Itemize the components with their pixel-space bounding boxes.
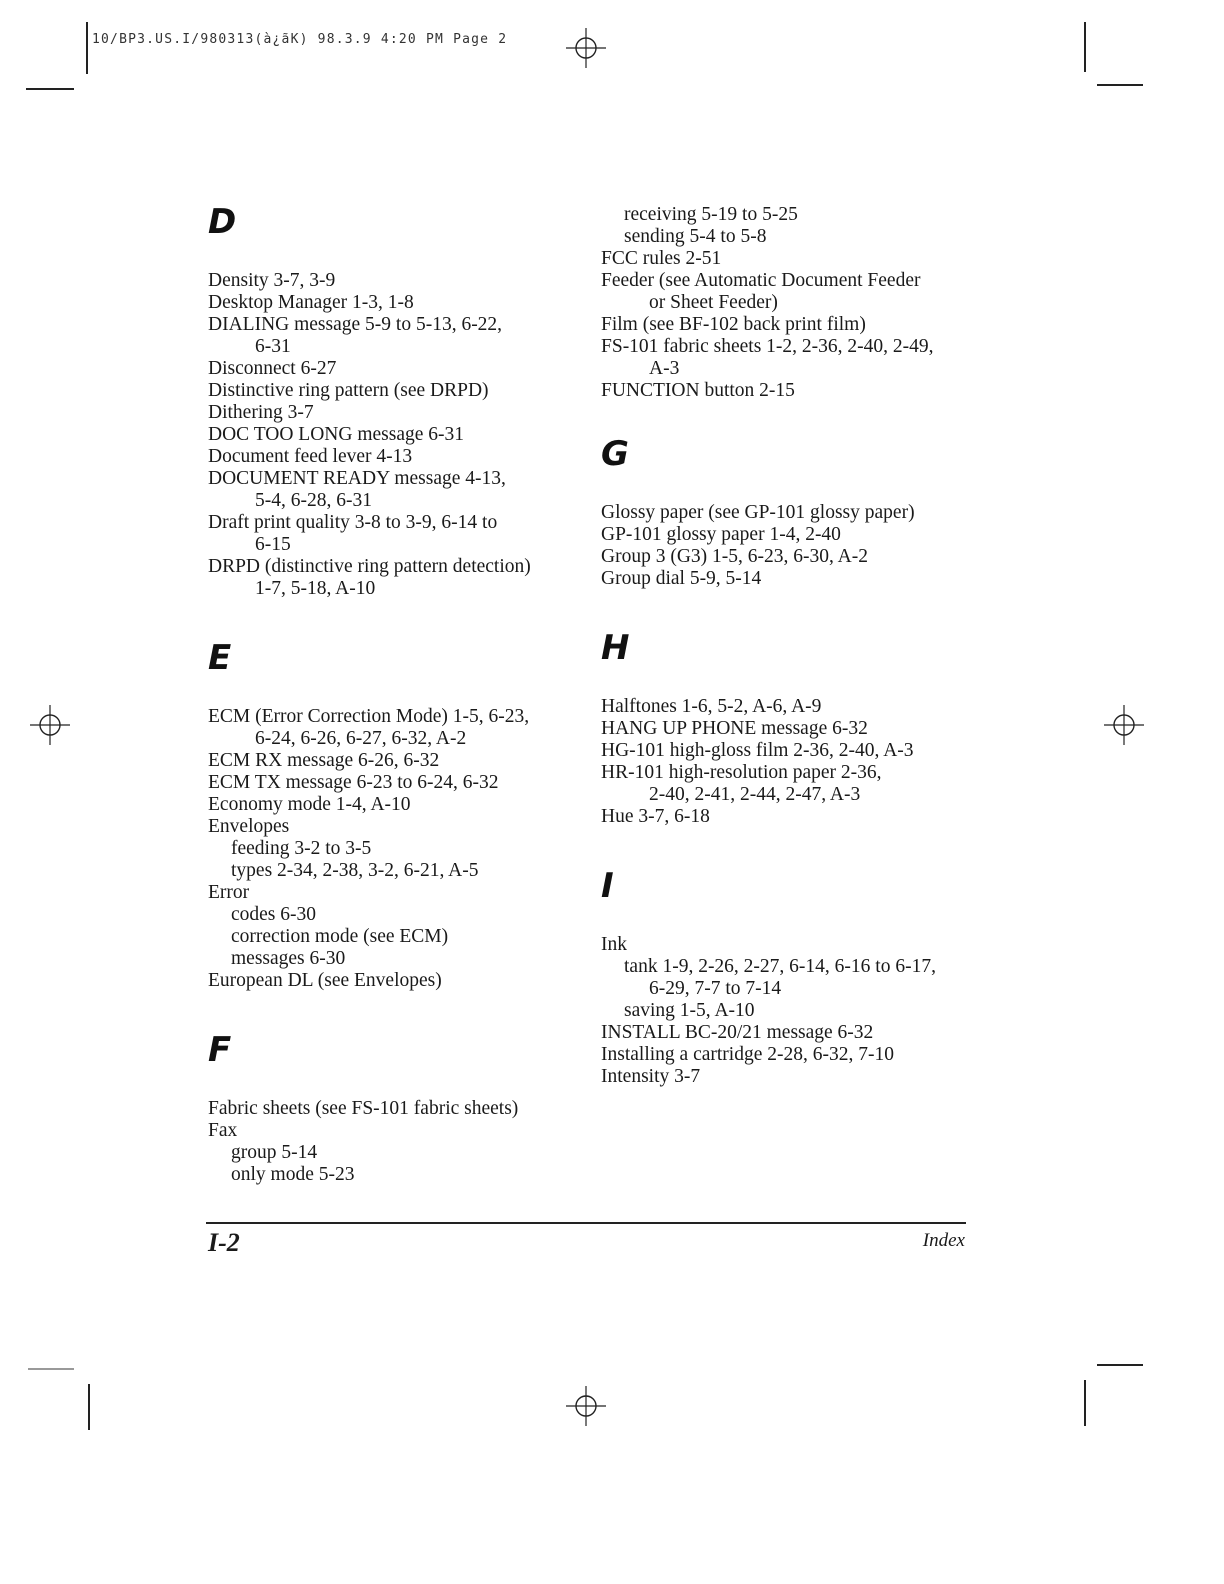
index-entry: Intensity 3-7 bbox=[601, 1066, 701, 1087]
index-entry: Hue 3-7, 6-18 bbox=[601, 806, 710, 827]
index-entry: Disconnect 6-27 bbox=[208, 358, 337, 379]
index-subentry: group 5-14 bbox=[231, 1142, 318, 1163]
index-entry: FCC rules 2-51 bbox=[601, 248, 722, 269]
index-entry: Error bbox=[208, 882, 250, 903]
index-entry: DOC TOO LONG message 6-31 bbox=[208, 424, 465, 445]
index-column-right bbox=[601, 204, 981, 1088]
index-entry: ECM TX message 6-23 to 6-24, 6-32 bbox=[208, 772, 499, 793]
section-title: Index bbox=[922, 1230, 965, 1251]
crop-mark bbox=[88, 1384, 90, 1430]
index-entry-continued: 6-24, 6-26, 6-27, 6-32, A-2 bbox=[255, 728, 467, 749]
index-entry: Installing a cartridge 2-28, 6-32, 7-10 bbox=[601, 1044, 894, 1065]
index-entry: HR-101 high-resolution paper 2-36, bbox=[601, 762, 882, 783]
index-entry: Ink bbox=[601, 934, 627, 955]
registration-mark-icon bbox=[30, 705, 70, 745]
index-subentry: sending 5-4 to 5-8 bbox=[624, 226, 767, 247]
index-column-left bbox=[208, 200, 578, 1186]
index-entry: Fabric sheets (see FS-101 fabric sheets) bbox=[208, 1098, 519, 1119]
index-entry: Envelopes bbox=[208, 816, 290, 837]
footer-rule bbox=[206, 1222, 966, 1224]
index-entry: Desktop Manager 1-3, 1-8 bbox=[208, 292, 414, 313]
header-slug: 10/BP3.US.I/980313(à¿ãK) 98.3.9 4:20 PM Page 2 bbox=[92, 32, 508, 47]
index-entry-continued: 6-29, 7-7 to 7-14 bbox=[649, 978, 782, 999]
index-entry-continued: 5-4, 6-28, 6-31 bbox=[255, 490, 372, 511]
section-heading-d: D bbox=[208, 202, 237, 242]
section-heading-h: H bbox=[601, 628, 630, 668]
index-entry: Economy mode 1-4, A-10 bbox=[208, 794, 411, 815]
index-entry: INSTALL BC-20/21 message 6-32 bbox=[601, 1022, 874, 1043]
section-heading-g: G bbox=[601, 434, 629, 474]
section-heading-f: F bbox=[208, 1030, 232, 1070]
registration-mark-icon bbox=[1104, 705, 1144, 745]
crop-mark bbox=[1097, 84, 1143, 86]
index-subentry: codes 6-30 bbox=[231, 904, 317, 925]
crop-mark bbox=[26, 88, 74, 90]
index-entry: FS-101 fabric sheets 1-2, 2-36, 2-40, 2-49, bbox=[601, 336, 934, 357]
page-number: I-2 bbox=[208, 1228, 240, 1257]
index-entry: Dithering 3-7 bbox=[208, 402, 314, 423]
index-entry: Density 3-7, 3-9 bbox=[208, 270, 336, 291]
index-entry: DIALING message 5-9 to 5-13, 6-22, bbox=[208, 314, 503, 335]
index-entry: Glossy paper (see GP-101 glossy paper) bbox=[601, 502, 915, 523]
index-entry-continued: 6-31 bbox=[255, 336, 291, 357]
crop-mark bbox=[28, 1368, 74, 1370]
index-subentry: correction mode (see ECM) bbox=[231, 926, 449, 947]
index-entry: Group 3 (G3) 1-5, 6-23, 6-30, A-2 bbox=[601, 546, 869, 567]
index-entry-continued: or Sheet Feeder) bbox=[649, 292, 778, 313]
index-subentry: only mode 5-23 bbox=[231, 1164, 355, 1185]
index-entry: Distinctive ring pattern (see DRPD) bbox=[208, 380, 489, 401]
index-subentry: types 2-34, 2-38, 3-2, 6-21, A-5 bbox=[231, 860, 479, 881]
index-entry: HANG UP PHONE message 6-32 bbox=[601, 718, 868, 739]
index-subentry: feeding 3-2 to 3-5 bbox=[231, 838, 372, 859]
index-entry: GP-101 glossy paper 1-4, 2-40 bbox=[601, 524, 841, 545]
index-subentry: receiving 5-19 to 5-25 bbox=[624, 204, 798, 225]
index-entry: DOCUMENT READY message 4-13, bbox=[208, 468, 506, 489]
registration-mark-icon bbox=[566, 28, 606, 68]
index-entry: Group dial 5-9, 5-14 bbox=[601, 568, 762, 589]
index-entry: ECM (Error Correction Mode) 1-5, 6-23, bbox=[208, 706, 530, 727]
index-entry: Document feed lever 4-13 bbox=[208, 446, 413, 467]
index-entry: FUNCTION button 2-15 bbox=[601, 380, 795, 401]
index-entry-continued: A-3 bbox=[649, 358, 680, 379]
index-entry: ECM RX message 6-26, 6-32 bbox=[208, 750, 440, 771]
index-entry: Halftones 1-6, 5-2, A-6, A-9 bbox=[601, 696, 822, 717]
index-entry-continued: 1-7, 5-18, A-10 bbox=[255, 578, 376, 599]
index-entry-continued: 6-15 bbox=[255, 534, 291, 555]
crop-mark bbox=[1084, 22, 1086, 72]
index-entry: HG-101 high-gloss film 2-36, 2-40, A-3 bbox=[601, 740, 914, 761]
index-entry: Draft print quality 3-8 to 3-9, 6-14 to bbox=[208, 512, 498, 533]
index-entry: European DL (see Envelopes) bbox=[208, 970, 442, 991]
index-entry: DRPD (distinctive ring pattern detection) bbox=[208, 556, 531, 577]
index-subentry: saving 1-5, A-10 bbox=[624, 1000, 755, 1021]
index-subentry: messages 6-30 bbox=[231, 948, 346, 969]
crop-mark bbox=[1084, 1380, 1086, 1426]
section-heading-e: E bbox=[208, 638, 232, 678]
index-entry-continued: 2-40, 2-41, 2-44, 2-47, A-3 bbox=[649, 784, 861, 805]
crop-mark bbox=[1097, 1364, 1143, 1366]
registration-mark-icon bbox=[566, 1386, 606, 1426]
index-entry: Feeder (see Automatic Document Feeder bbox=[601, 270, 921, 291]
index-entry: Film (see BF-102 back print film) bbox=[601, 314, 866, 335]
index-entry: Fax bbox=[208, 1120, 238, 1141]
crop-mark bbox=[86, 22, 88, 74]
index-subentry: tank 1-9, 2-26, 2-27, 6-14, 6-16 to 6-17, bbox=[624, 956, 936, 977]
section-heading-i: I bbox=[601, 866, 614, 906]
